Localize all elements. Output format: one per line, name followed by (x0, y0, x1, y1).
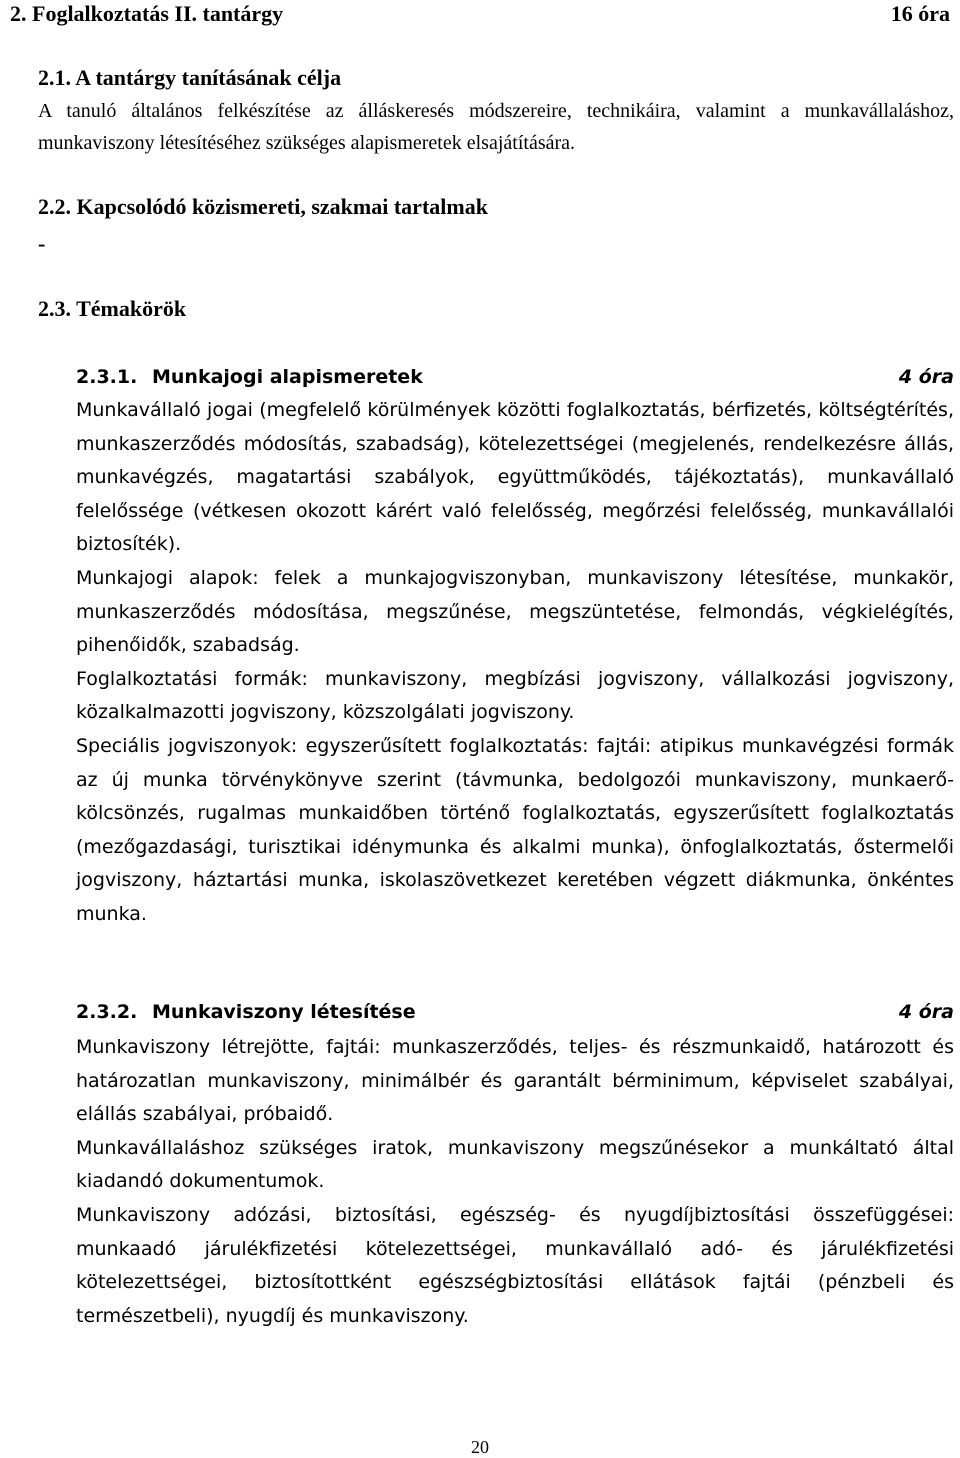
paragraph: Speciális jogviszonyok: egyszerűsített foglalkoztatás: fajtái: atipikus munkavégzési formák az új munka törvénykönyve szerint (távmunka, bedolgozói munkaviszony, munkaerő-kölcsönzés, rugalmas munkaidőben történő foglalkoztatás, egyszerűsített foglalkoztatás (mezőgazdasági, turisztikai idénymunka és alkalmi munka), önfoglalkoztatás, őstermelői jogviszony, háztartási munka, iskolaszövetkezet keretében végzett diákmunka, önkéntes munka. (76, 734, 954, 925)
topic-number: 2.3.2. (76, 1001, 138, 1023)
section-2-2-heading: 2.2. Kapcsolódó közismereti, szakmai tartalmak (38, 194, 488, 219)
paragraph: Munkaviszony adózási, biztosítási, egészség- és nyugdíjbiztosítási összefüggései: munkaadó járulékfizetési kötelezettségei, munkavállaló adó- és járulékfizetési kötelezettségei, biztosítottként egészségbiztosítási ellátások fajtái (pénzbeli és természetbeli), nyugdíj és munkaviszony. (76, 1203, 954, 1327)
section-2-2-dash: - (38, 231, 46, 256)
section-2-3-heading: 2.3. Témakörök (38, 296, 187, 321)
chapter-hours: 16 óra (890, 1, 950, 26)
topic-heading-2-3-2 (76, 999, 954, 1029)
paragraph: Munkavállaló jogai (megfelelő körülmények közötti foglalkoztatás, bérfizetés, költségtérítés, munkaszerződés módosítás, szabadság), kötelezettségei (megjelenés, rendelkezésre állás, munkavégzés, magatartási szabályok, együttműködés, tájékoztatás), munkavállaló felelőssége (vétkesen okozott kárért való felelősség, megőrzési felelősség, munkavállalói biztosíték). (76, 399, 954, 556)
paragraph: Munkaviszony létrejötte, fajtái: munkaszerződés, teljes- és részmunkaidő, határozott és határozatlan munkaviszony, minimálbér és garantált bérminimum, képviselet szabályai, elállás szabályai, próbaidő. (76, 1036, 954, 1126)
topic-title: Munkajogi alapismeretek (152, 366, 423, 388)
page-number: 20 (471, 1437, 489, 1457)
topic-body-2-3-2 (76, 1031, 954, 1333)
section-2-1-body: A tanuló általános felkészítése az álláskeresés módszereire, technikáira, valamint a munkavállaláshoz, munkaviszony létesítéséhez szükséges alapismeretek elsajátítására. (38, 100, 954, 154)
topic-hours: 4 óra (898, 366, 954, 388)
topic-body-2-3-1 (76, 394, 954, 932)
chapter-heading (10, 0, 950, 34)
topic-title: Munkaviszony létesítése (152, 1001, 416, 1023)
topic-heading-2-3-1 (76, 364, 954, 394)
topic-number: 2.3.1. (76, 366, 138, 388)
chapter-title: 2. Foglalkoztatás II. tantárgy (10, 1, 284, 26)
paragraph: Foglalkoztatási formák: munkaviszony, megbízási jogviszony, vállalkozási jogviszony, közalkalmazotti jogviszony, közszolgálati jogviszony. (76, 667, 954, 724)
paragraph: Munkavállaláshoz szükséges iratok, munkaviszony megszűnésekor a munkáltató által kiadandó dokumentumok. (76, 1136, 954, 1193)
section-2-1-heading: 2.1. A tantárgy tanításának célja (38, 65, 342, 90)
topic-hours: 4 óra (898, 1001, 954, 1023)
paragraph: Munkajogi alapok: felek a munkajogviszonyban, munkaviszony létesítése, munkakör, munkaszerződés módosítása, megszűnése, megszüntetése, felmondás, végkielégítés, pihenőidők, szabadság. (76, 566, 954, 657)
